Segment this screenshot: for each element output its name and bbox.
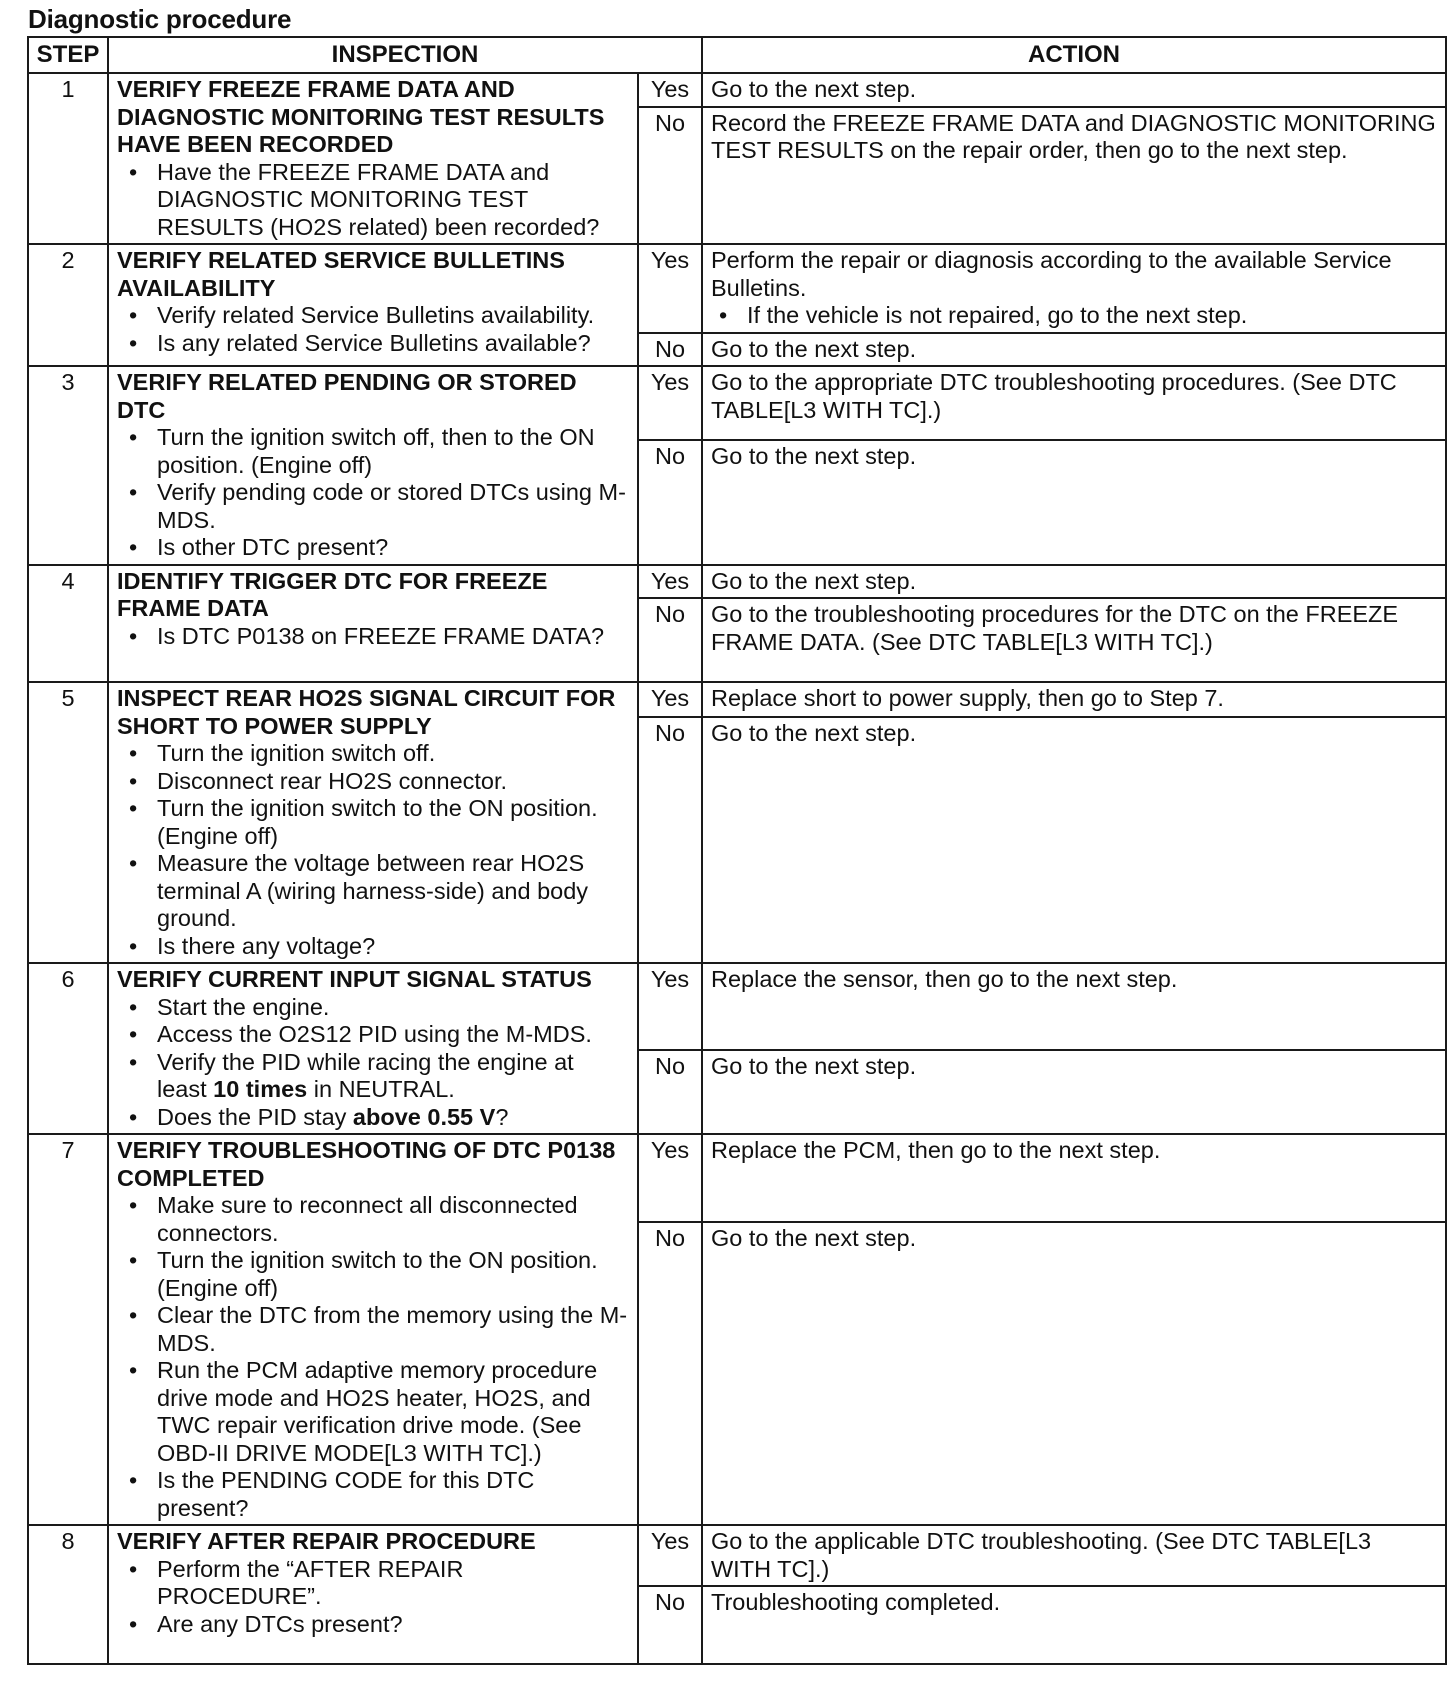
no-label: No	[638, 333, 702, 367]
inspection-title: VERIFY CURRENT INPUT SIGNAL STATUS	[117, 966, 592, 992]
bullet-text: Turn the ignition switch off.	[157, 740, 436, 766]
yes-action	[702, 682, 1446, 717]
step-number: 3	[28, 366, 108, 565]
yes-label: Yes	[638, 73, 702, 107]
no-action: Go to the next step.	[702, 1050, 1446, 1134]
bullet-text: Is any related Service Bulletins available?	[157, 329, 591, 356]
table-row	[28, 73, 1446, 107]
bullet-text: Turn the ignition switch to the ON position. (Engine off)	[157, 1247, 598, 1301]
inspection-bullet	[157, 1357, 629, 1467]
bullet-text: Is other DTC present?	[157, 534, 389, 560]
inspection-bullet	[157, 1556, 629, 1611]
inspection-bullet	[157, 1192, 629, 1247]
inspection-bullet	[157, 850, 629, 933]
bullet-text: ?	[495, 1103, 509, 1130]
bullet-text: Disconnect rear HO2S connector.	[157, 767, 508, 794]
no-action: Troubleshooting completed.	[702, 1586, 1446, 1664]
bullet-text: Is DTC P0138 on FREEZE FRAME DATA?	[157, 622, 605, 649]
table-row	[28, 565, 1446, 599]
table-row	[28, 1525, 1446, 1586]
bullet-text: Does the PID stay	[157, 1103, 353, 1130]
step-number: 4	[28, 565, 108, 683]
inspection-cell	[108, 565, 638, 683]
yes-action-text: Go to the next step.	[711, 76, 917, 102]
no-label: No	[638, 1586, 702, 1664]
inspection-cell	[108, 73, 638, 244]
yes-action	[702, 565, 1446, 599]
inspection-title: VERIFY TROUBLESHOOTING OF DTC P0138 COMPLETED	[117, 1137, 616, 1191]
page-title: Diagnostic procedure	[28, 4, 292, 34]
inspection-bullet	[157, 302, 629, 330]
inspection-bullets	[117, 159, 629, 242]
no-action: Go to the troubleshooting procedures for the DTC on the FREEZE FRAME DATA. (See DTC TABLE[L3 WITH TC].)	[702, 598, 1446, 682]
yes-action-text: Replace short to power supply, then go to Step 7.	[711, 685, 1224, 711]
yes-action-text: Replace the sensor, then go to the next step.	[711, 966, 1178, 992]
no-action: Go to the next step.	[702, 333, 1446, 367]
inspection-bullets	[117, 623, 629, 651]
inspection-title: VERIFY RELATED SERVICE BULLETINS AVAILABILITY	[117, 247, 565, 301]
table-row	[28, 244, 1446, 333]
bullet-text: Turn the ignition switch to the ON position. (Engine off)	[157, 795, 598, 849]
bullet-text: Verify the PID while racing the engine at least	[157, 1048, 574, 1102]
bullet-text: above 0.55 V	[352, 1103, 496, 1130]
bullet-text: Make sure to reconnect all disconnected connectors.	[157, 1192, 578, 1246]
yes-action	[702, 73, 1446, 107]
no-label: No	[638, 1050, 702, 1134]
inspection-bullets	[117, 424, 629, 562]
inspection-bullet	[157, 994, 629, 1022]
inspection-bullet	[157, 740, 629, 768]
step-number: 7	[28, 1134, 108, 1525]
step-number: 6	[28, 963, 108, 1134]
no-label: No	[638, 1222, 702, 1525]
yes-action	[702, 1525, 1446, 1586]
inspection-bullet	[157, 330, 629, 358]
yes-label: Yes	[638, 244, 702, 333]
no-label: No	[638, 717, 702, 963]
no-label: No	[638, 107, 702, 244]
yes-label: Yes	[638, 1134, 702, 1222]
header-step: STEP	[28, 37, 108, 73]
inspection-bullet	[157, 1247, 629, 1302]
bullet-text: Start the engine.	[157, 993, 330, 1020]
yes-action-text: Replace the PCM, then go to the next step.	[711, 1137, 1161, 1163]
step-number: 1	[28, 73, 108, 244]
yes-action	[702, 366, 1446, 440]
no-label: No	[638, 440, 702, 565]
yes-action	[702, 963, 1446, 1050]
yes-action-text: Go to the appropriate DTC troubleshooting procedures. (See DTC TABLE[L3 WITH TC].)	[711, 369, 1397, 423]
inspection-cell	[108, 1134, 638, 1525]
inspection-bullet	[157, 159, 629, 242]
no-action: Go to the next step.	[702, 440, 1446, 565]
bullet-text: Verify related Service Bulletins availability.	[157, 302, 595, 328]
inspection-cell	[108, 1525, 638, 1664]
inspection-bullets	[117, 1556, 629, 1639]
table-header-row	[28, 37, 1446, 73]
action-bullets	[711, 302, 1437, 330]
action-bullet: • If the vehicle is not repaired, go to the next step.	[747, 302, 1437, 330]
bullet-text: Turn the ignition switch off, then to the ON position. (Engine off)	[157, 424, 595, 478]
inspection-cell	[108, 963, 638, 1134]
inspection-bullets	[117, 740, 629, 960]
bullet-text: Verify pending code or stored DTCs using M-MDS.	[157, 479, 626, 533]
yes-label: Yes	[638, 682, 702, 717]
yes-label: Yes	[638, 1525, 702, 1586]
inspection-bullets	[117, 994, 629, 1132]
header-action: ACTION	[702, 37, 1446, 73]
inspection-title: VERIFY AFTER REPAIR PROCEDURE	[117, 1528, 536, 1554]
bullet-text: Clear the DTC from the memory using the M-MDS.	[157, 1302, 628, 1356]
bullet-text: Perform the “AFTER REPAIR PROCEDURE”.	[157, 1555, 464, 1609]
yes-action	[702, 1134, 1446, 1222]
inspection-bullet	[157, 1104, 629, 1132]
yes-label: Yes	[638, 565, 702, 599]
no-action: Go to the next step.	[702, 1222, 1446, 1525]
bullet-text: Access the O2S12 PID using the M-MDS.	[157, 1021, 592, 1047]
inspection-bullet	[157, 768, 629, 796]
inspection-bullet	[157, 424, 629, 479]
header-inspection: INSPECTION	[108, 37, 702, 73]
no-action: Go to the next step.	[702, 717, 1446, 963]
inspection-bullets	[117, 1192, 629, 1522]
inspection-bullet	[157, 795, 629, 850]
inspection-cell	[108, 244, 638, 366]
diagnostic-procedure-table	[27, 36, 1447, 1665]
inspection-cell	[108, 366, 638, 565]
inspection-bullets	[117, 302, 629, 357]
inspection-bullet	[157, 1021, 629, 1049]
inspection-title: VERIFY RELATED PENDING OR STORED DTC	[117, 369, 577, 423]
table-row	[28, 682, 1446, 717]
step-number: 8	[28, 1525, 108, 1664]
step-number: 2	[28, 244, 108, 366]
inspection-bullet	[157, 933, 629, 961]
yes-action-text: Perform the repair or diagnosis according to the available Service Bulletins.	[711, 247, 1392, 301]
inspection-bullet	[157, 1467, 629, 1522]
inspection-bullet	[157, 1302, 629, 1357]
inspection-bullet	[157, 1049, 629, 1104]
table-body	[28, 73, 1446, 1664]
inspection-bullet	[157, 479, 629, 534]
yes-action-text: Go to the applicable DTC troubleshooting. (See DTC TABLE[L3 WITH TC].)	[711, 1528, 1372, 1582]
no-action: Record the FREEZE FRAME DATA and DIAGNOSTIC MONITORING TEST RESULTS on the repair order, then go to the next step.	[702, 107, 1446, 244]
bullet-text: 10 times	[213, 1076, 308, 1102]
yes-label: Yes	[638, 366, 702, 440]
table-row	[28, 1134, 1446, 1222]
inspection-bullet	[157, 623, 629, 651]
yes-action	[702, 244, 1446, 333]
inspection-title: VERIFY FREEZE FRAME DATA AND DIAGNOSTIC MONITORING TEST RESULTS HAVE BEEN RECORDED	[117, 76, 605, 157]
no-label: No	[638, 598, 702, 682]
inspection-bullet	[157, 1611, 629, 1639]
step-number: 5	[28, 682, 108, 963]
bullet-text: Are any DTCs present?	[157, 1610, 403, 1637]
bullet-text: Measure the voltage between rear HO2S terminal A (wiring harness-side) and body ground.	[157, 850, 589, 931]
inspection-title: INSPECT REAR HO2S SIGNAL CIRCUIT FOR SHORT TO POWER SUPPLY	[117, 685, 616, 739]
bullet-text: Have the FREEZE FRAME DATA and DIAGNOSTIC MONITORING TEST RESULTS (HO2S related) been recorded?	[157, 158, 600, 240]
bullet-text: Run the PCM adaptive memory procedure drive mode and HO2S heater, HO2S, and TWC repair verification drive mode. (See OBD-II DRIVE MODE[L3 WITH TC].)	[157, 1357, 598, 1466]
yes-label: Yes	[638, 963, 702, 1050]
bullet-text: in NEUTRAL.	[307, 1076, 455, 1102]
table-row	[28, 963, 1446, 1050]
inspection-bullet	[157, 534, 629, 562]
table-row	[28, 366, 1446, 440]
inspection-title: IDENTIFY TRIGGER DTC FOR FREEZE FRAME DATA	[117, 567, 548, 621]
yes-action-text: Go to the next step.	[711, 567, 917, 594]
inspection-cell	[108, 682, 638, 963]
bullet-text: Is there any voltage?	[157, 932, 376, 959]
bullet-text: Is the PENDING CODE for this DTC present?	[157, 1467, 535, 1521]
